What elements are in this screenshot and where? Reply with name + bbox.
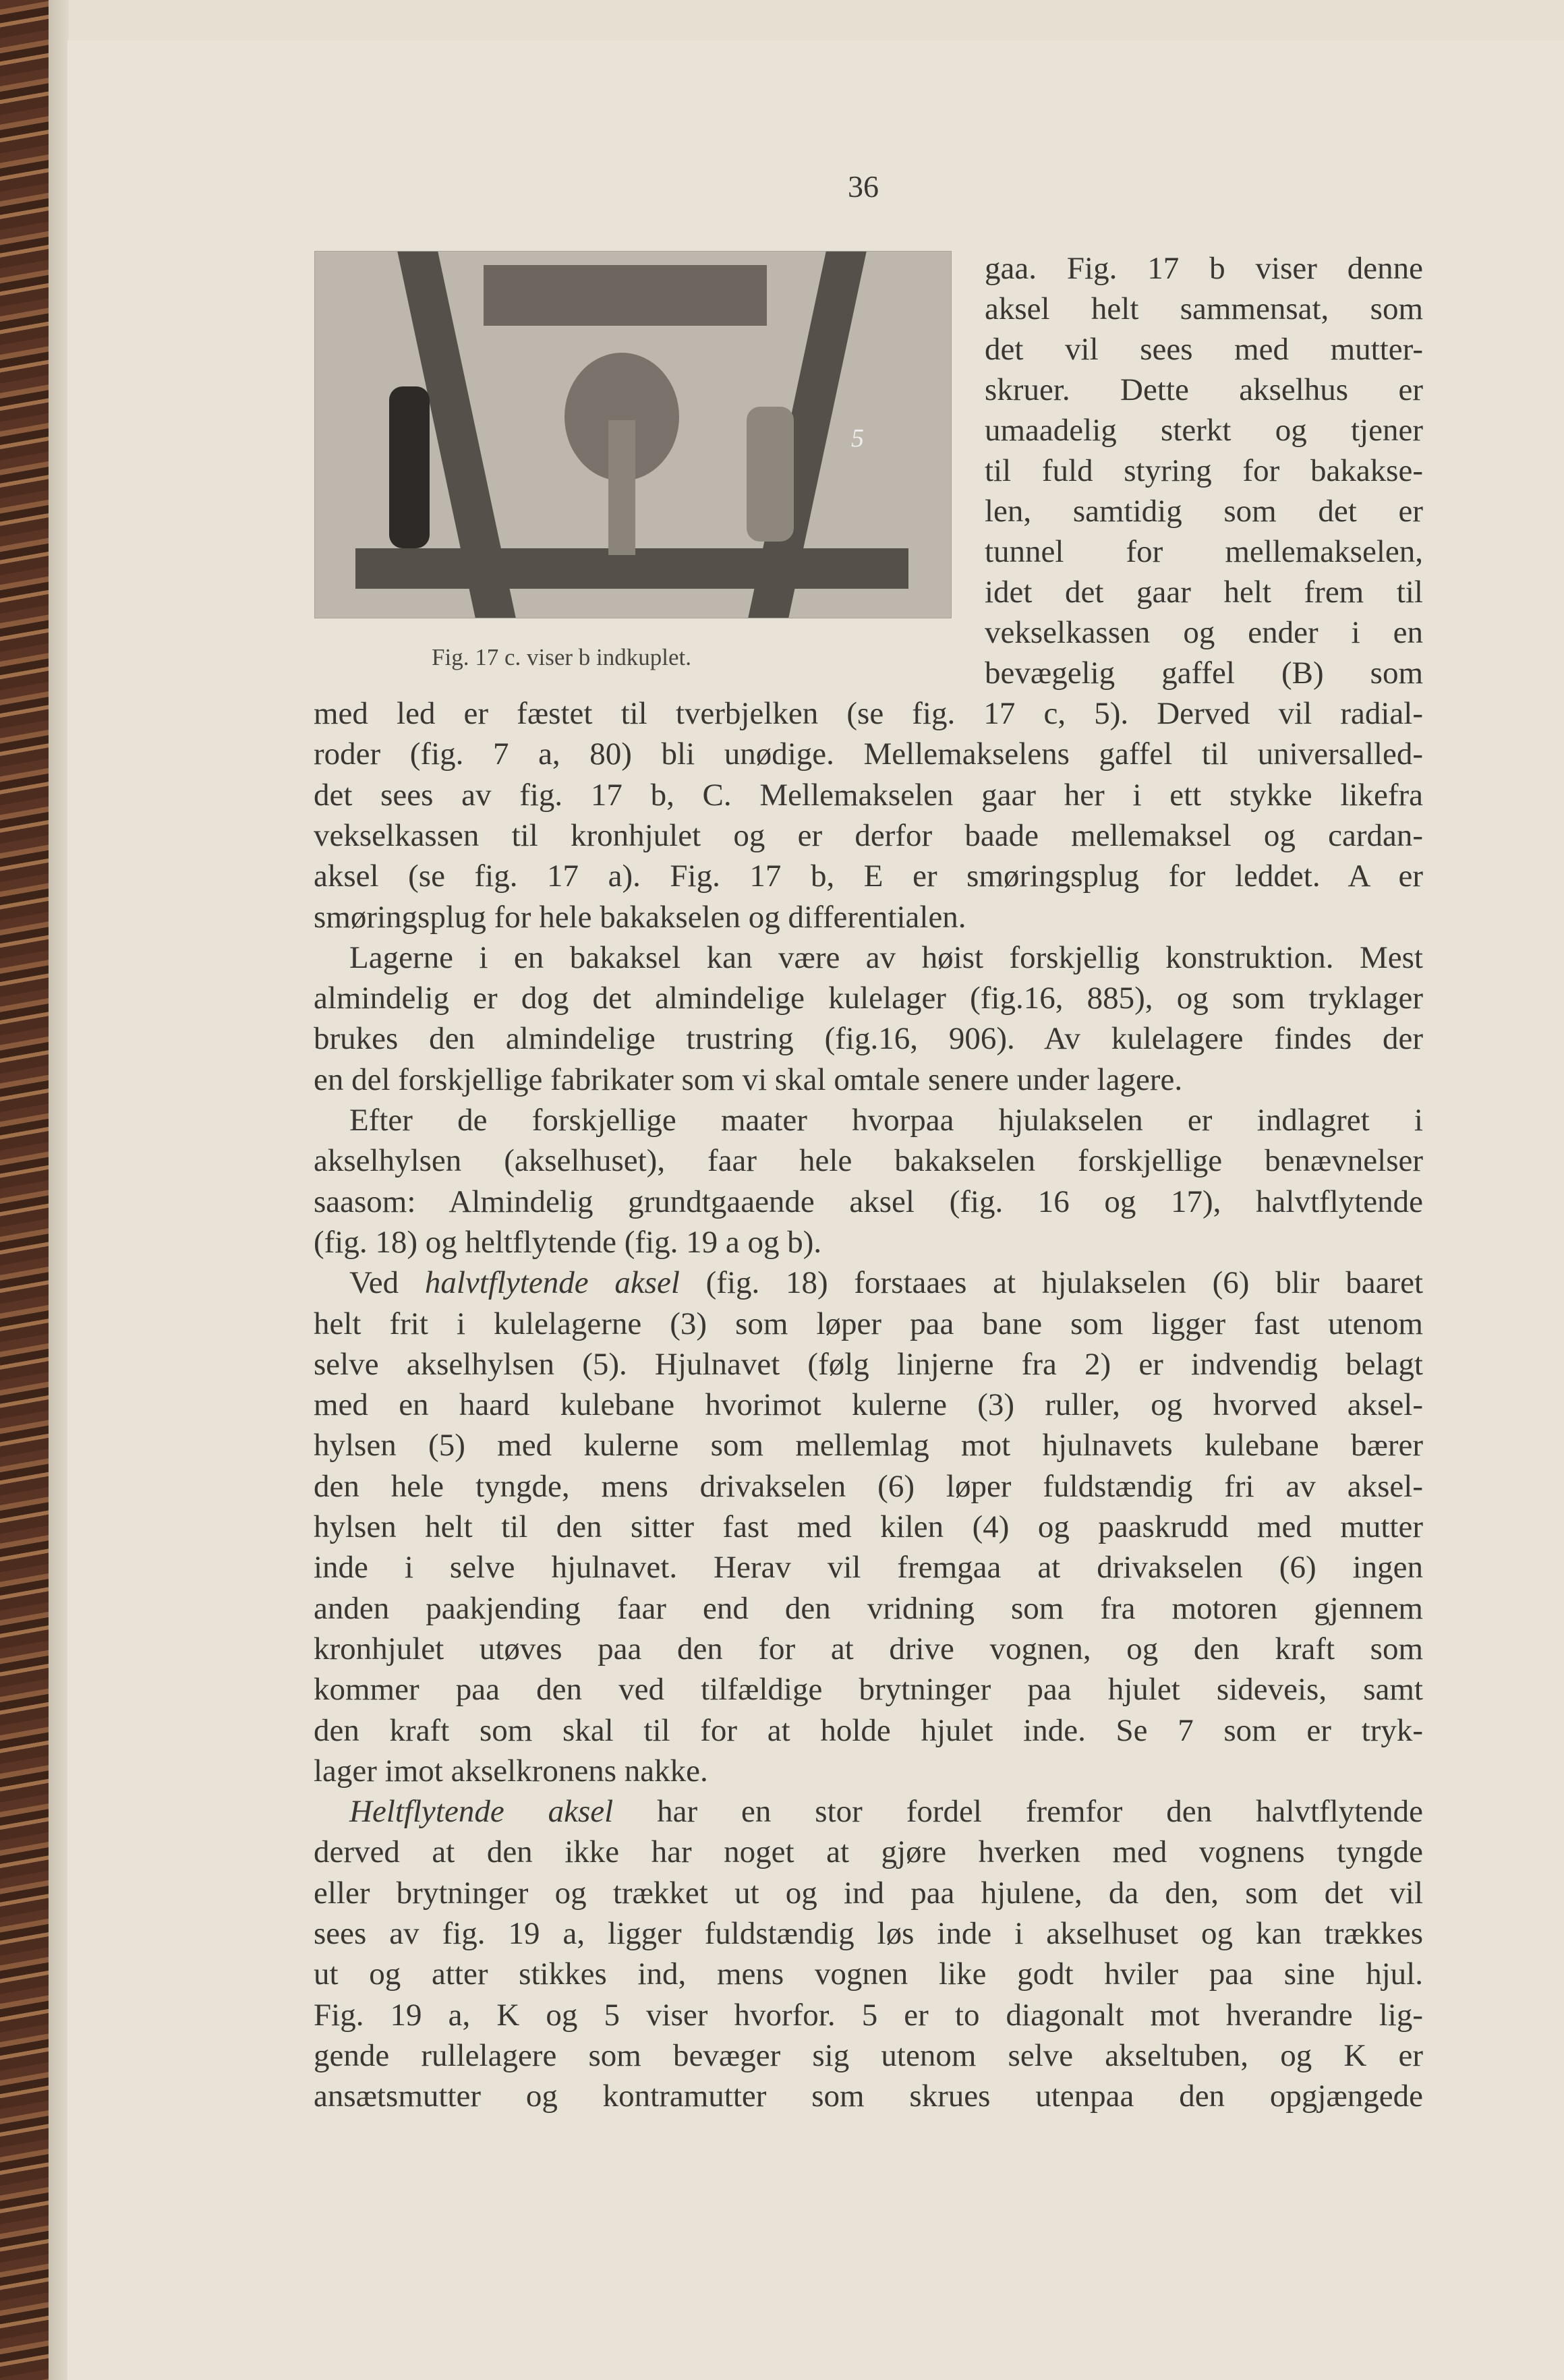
text-line: Fig. 19 a, K og 5 viser hvorfor. 5 er to diagonalt mot hverandre lig- (314, 1997, 1423, 2033)
text-line: Efter de forskjellige maater hvorpaa hjulakselen er indlagret i (349, 1103, 1423, 1138)
text-line: lager imot akselkronens nakke. (314, 1753, 708, 1789)
text-line: roder (fig. 7 a, 80) bli unødige. Mellemakselens gaffel til universalled- (314, 736, 1423, 772)
text-line: idet det gaar helt frem til (985, 575, 1423, 610)
text-line: selve akselhylsen (5). Hjulnavet (følg linjerne fra 2) er indvendig belagt (314, 1346, 1423, 1382)
text-line: Ved halvtflytende aksel (fig. 18) forstaaes at hjulakselen (6) blir baaret (349, 1265, 1423, 1301)
figure-caption: Fig. 17 c. viser b indkuplet. (432, 644, 691, 670)
text-line: smøringsplug for hele bakakselen og differentialen. (314, 899, 966, 935)
text-line: kronhjulet utøves paa den for at drive vognen, og den kraft som (314, 1631, 1423, 1666)
text-line: (fig. 18) og heltflytende (fig. 19 a og b). (314, 1224, 822, 1260)
text-line: det vil sees med mutter- (985, 332, 1423, 367)
text-line: len, samtidig som det er (985, 494, 1423, 529)
text-line: vekselkassen til kronhjulet og er derfor baade mellemaksel og cardan- (314, 817, 1423, 853)
text-line: ut og atter stikkes ind, mens vognen like godt hviler paa sine hjul. (314, 1956, 1423, 1992)
text-line: Lagerne i en bakaksel kan være av høist forskjellig konstruktion. Mest (349, 939, 1423, 975)
text-line: med en haard kulebane hvorimot kulerne (3) ruller, og hvorved aksel- (314, 1387, 1423, 1423)
text-line: bevægelig gaffel (B) som (985, 656, 1423, 691)
italic-term: halvtflytende aksel (424, 1265, 680, 1301)
text-line: det sees av fig. 17 b, C. Mellemakselen gaar her i ett stykke likefra (314, 777, 1423, 813)
text-line: skruer. Dette akselhus er (985, 372, 1423, 407)
text-line: med led er fæstet til tverbjelken (se fig. 17 c, 5). Derved vil radial- (314, 696, 1423, 731)
text-line: Heltflytende aksel har en stor fordel fremfor den halvtflytende (349, 1794, 1424, 1830)
text-line: saasom: Almindelig grundtgaaende aksel (fig. 16 og 17), halvtflytende (314, 1184, 1423, 1219)
text-line: hylsen (5) med kulerne som mellemlag mot hjulnavets kulebane bærer (314, 1428, 1423, 1463)
text-line: vekselkassen og ender i en (985, 615, 1423, 650)
text-line: almindelig er dog det almindelige kulelager (fig.16, 885), og som tryklager (314, 981, 1423, 1016)
text-line: brukes den almindelige trustring (fig.16, 906). Av kulelagere findes der (314, 1021, 1423, 1057)
text-line: umaadelig sterkt og tjener (985, 413, 1423, 448)
page-number: 36 (848, 169, 879, 204)
figure-17c-photo (314, 251, 952, 618)
text-line: en del forskjellige fabrikater som vi skal omtale senere under lagere. (314, 1062, 1183, 1097)
text-line: aksel helt sammensat, som (985, 291, 1423, 326)
text-line: tunnel for mellemakselen, (985, 534, 1423, 569)
text-line: den hele tyngde, mens drivakselen (6) løper fuldstændig fri av aksel- (314, 1468, 1423, 1504)
text-line: helt frit i kulelagerne (3) som løper paa bane som ligger fast utenom (314, 1306, 1423, 1341)
text-line: hylsen helt til den sitter fast med kilen (4) og paaskrudd med mutter (314, 1509, 1423, 1544)
page-edge (49, 0, 69, 2380)
text-line: gende rullelagere som bevæger sig utenom selve akseltuben, og K er (314, 2037, 1423, 2073)
text-line: anden paakjending faar end den vridning som fra motoren gjennem (314, 1590, 1423, 1626)
text-line: akselhylsen (akselhuset), faar hele bakakselen forskjellige benævnelser (314, 1143, 1423, 1179)
text-line: aksel (se fig. 17 a). Fig. 17 b, E er smøringsplug for leddet. A er (314, 859, 1423, 894)
book-binding (0, 0, 49, 2380)
text-line: ansætsmutter og kontramutter som skrues utenpaa den opgjængede (314, 2079, 1423, 2114)
text-line: inde i selve hjulnavet. Herav vil fremgaa at drivakselen (6) ingen (314, 1550, 1423, 1586)
text-line: derved at den ikke har noget at gjøre hverken med vognens tyngde (314, 1834, 1423, 1870)
figure-label-5: 5 (851, 424, 864, 453)
text-line: sees av fig. 19 a, ligger fuldstændig løs inde i akselhuset og kan trækkes (314, 1916, 1423, 1951)
text-line: gaa. Fig. 17 b viser denne (985, 251, 1423, 286)
text-line: den kraft som skal til for at holde hjulet inde. Se 7 som er tryk- (314, 1712, 1423, 1748)
italic-term: Heltflytende aksel (349, 1794, 614, 1830)
text-line: til fuld styring for bakakse- (985, 453, 1423, 488)
text-line: eller brytninger og trækket ut og ind paa hjulene, da den, som det vil (314, 1875, 1423, 1911)
text-line: kommer paa den ved tilfældige brytninger paa hjulet sideveis, samt (314, 1672, 1423, 1708)
